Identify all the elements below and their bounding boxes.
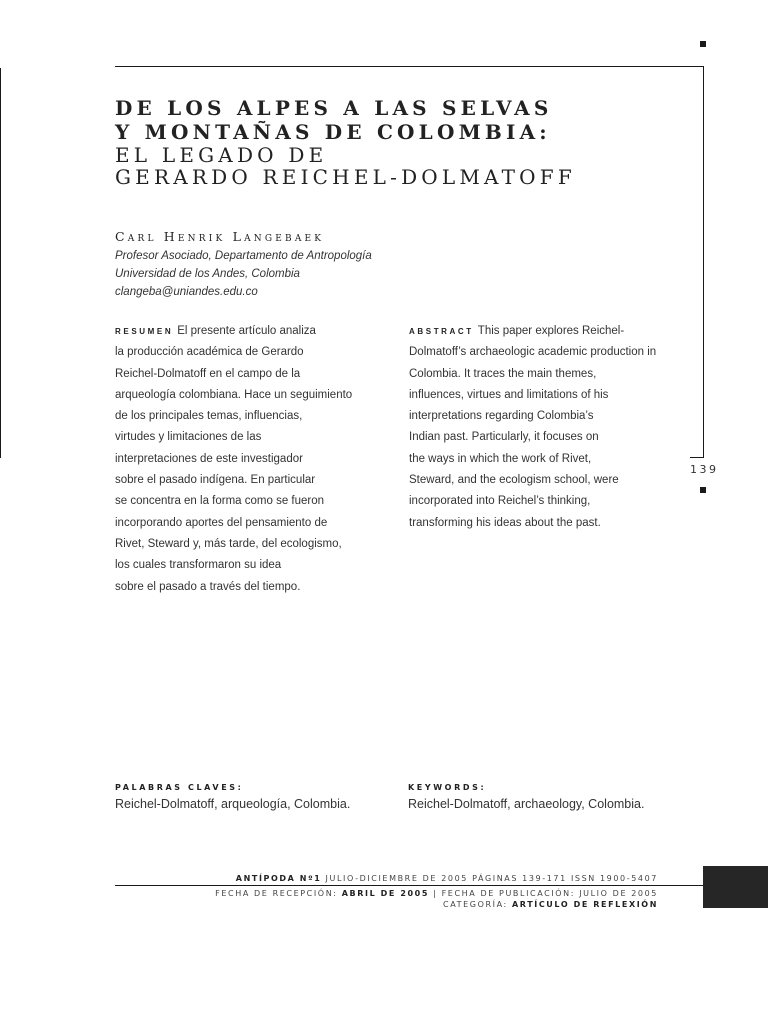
title-line-1: DE LOS ALPES A LAS SELVAS [115,96,553,120]
resumen-line: se concentra en la forma como se fueron [115,495,325,508]
title-line-4: GERARDO REICHEL-DOLMATOFF [115,165,576,189]
abstract-line: Indian past. Particularly, it focuses on [409,431,599,444]
article-title [115,96,695,188]
footer-journal: ANTÍPODA Nº1 [235,874,322,883]
abstract-line: interpretations regarding Colombia’s [409,410,594,423]
footer-category-label: CATEGORÍA: [443,900,508,909]
corner-square-top [700,41,706,47]
resumen-line: la producción académica de Gerardo [115,346,304,359]
corner-square-bottom [700,487,706,493]
footer-issue-info: JULIO-DICIEMBRE DE 2005 PÁGINAS 139-171 ISSN 1900-5407 [325,874,658,883]
keywords-es-heading: PALABRAS CLAVES: [115,783,244,792]
author-block [115,229,515,301]
right-rule [703,66,704,458]
author-position: Profesor Asociado, Departamento de Antropología [115,250,372,262]
keywords-en-value: Reichel-Dolmatoff, archaeology, Colombia. [408,797,645,811]
abstract-line: Colombia. It traces the main themes, [409,367,597,380]
resumen-line: RESUMEN El presente artículo analiza [115,325,316,337]
footer-journal-line [236,874,658,883]
resumen-line: los cuales transformaron su idea [115,559,282,572]
abstract-line: Dolmatoff’s archaeologic academic production in [409,346,657,359]
abstract-line: transforming his ideas about the past. [409,516,601,529]
title-line-3: EL LEGADO DE [115,143,328,167]
abstract-line: influences, virtues and limitations of his [409,388,609,401]
top-rule [115,66,704,67]
footer-dates-line [215,889,658,898]
right-rule-foot [690,457,704,458]
resumen-line: arqueología colombiana. Hace un seguimiento [115,388,353,401]
keywords-es [115,782,350,812]
footer-publication-info: | FECHA DE PUBLICACIÓN: JULIO DE 2005 [433,889,658,898]
page-number: 139 [690,463,719,476]
footer-category-line [443,900,658,909]
resumen-heading: RESUMEN [115,327,174,336]
abstract-column [409,321,679,534]
author-name: Carl Henrik Langebaek [115,229,325,244]
keywords-en-heading: KEYWORDS: [408,783,487,792]
keywords-en [408,782,644,812]
title-line-2: Y MONTAÑAS DE COLOMBIA: [115,120,551,144]
keywords-es-value: Reichel-Dolmatoff, arqueología, Colombia. [115,797,351,811]
author-email: clangeba@uniandes.edu.co [115,286,258,298]
abstract-line: the ways in which the work of Rivet, [409,452,592,465]
page-edge-tab [703,866,768,908]
resumen-line: sobre el pasado indígena. En particular [115,474,316,487]
resumen-line: Rivet, Steward y, más tarde, del ecologismo, [115,537,342,550]
abstract-line: ABSTRACT This paper explores Reichel- [409,325,625,337]
abstract-line: Steward, and the ecologism school, were [409,474,619,487]
resumen-line: interpretaciones de este investigador [115,452,303,465]
abstract-heading: ABSTRACT [409,327,474,336]
author-university: Universidad de los Andes, Colombia [115,268,300,280]
resumen-line: Reichel-Dolmatoff en el campo de la [115,367,301,380]
footer-rule [115,885,703,886]
footer-reception-label: FECHA DE RECEPCIÓN: [215,889,338,898]
footer-category-value: ARTÍCULO DE REFLEXIÓN [512,900,658,909]
left-edge-rule [0,68,1,458]
resumen-column [115,321,365,598]
resumen-line: virtudes y limitaciones de las [115,431,262,444]
resumen-line: incorporando aportes del pensamiento de [115,516,328,529]
resumen-line: de los principales temas, influencias, [115,410,303,423]
abstract-line: incorporated into Reichel’s thinking, [409,495,591,508]
footer-reception-date: ABRIL DE 2005 [341,889,430,898]
resumen-line: sobre el pasado a través del tiempo. [115,580,301,593]
